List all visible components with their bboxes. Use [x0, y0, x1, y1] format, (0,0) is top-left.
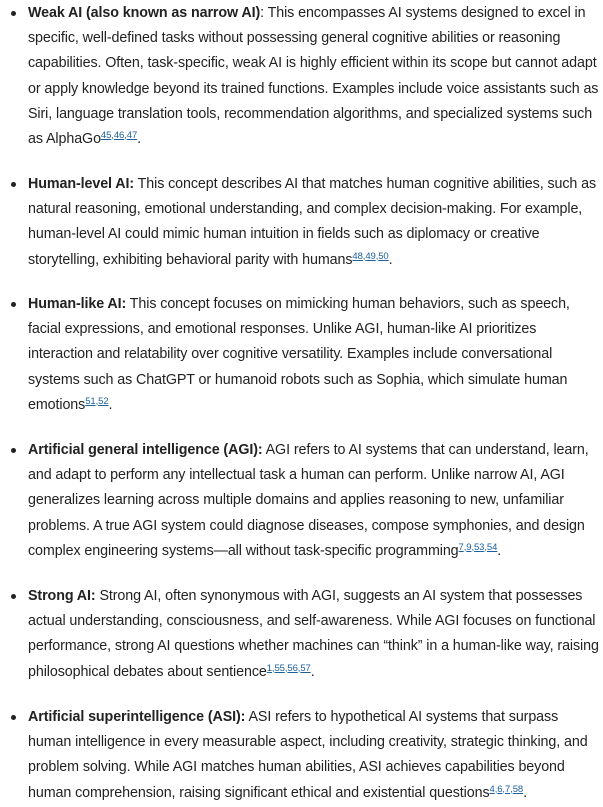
item-end: . — [497, 542, 502, 559]
citation-link[interactable]: 55 — [274, 662, 285, 674]
item-body: This encompasses AI systems designed to excel in specific, well-defined tasks without possessing general cognitive abilities or reasoning capabilities. Often, task-specific, weak AI is highly efficient within its scope but cannot adapt or apply knowledge beyond its trained functions. Examples include voice assistants such as Siri, language translation tools, recommendation algorithms, and specialized systems such as AlphaGo — [28, 5, 599, 148]
citation-link[interactable]: 50 — [378, 250, 389, 262]
citation-group: 1,55,56,57 — [266, 662, 311, 674]
citation-link[interactable]: 52 — [98, 395, 109, 407]
item-end: . — [137, 131, 142, 148]
list-item-weak-ai — [28, 1, 600, 152]
citation-link[interactable]: 53 — [474, 541, 485, 553]
term-label: Human-level AI: — [28, 176, 135, 192]
citation-link[interactable]: 54 — [486, 541, 498, 553]
citation-group: 7,9,53,54 — [458, 541, 498, 553]
term-label: Weak AI (also known as narrow AI) — [28, 5, 261, 21]
list-item-human-level-ai — [28, 172, 600, 273]
citation-link[interactable]: 7 — [458, 541, 464, 553]
list-item-asi — [28, 705, 600, 806]
list-item-human-like-ai — [28, 292, 600, 418]
item-end: . — [388, 251, 393, 268]
term-label: Artificial general intelligence (AGI): — [28, 442, 263, 458]
citation-link[interactable]: 9 — [466, 541, 472, 553]
citation-link[interactable]: 58 — [512, 783, 524, 795]
item-body: This concept describes AI that matches human cognitive abilities, such as natural reasoning, emotional understanding, and complex decision-making. For example, human-level AI could mimic human intuition in fields such as diplomacy or creative storytelling, exhibiting behavioral parity with humans — [28, 176, 597, 268]
term-label: Strong AI: — [28, 588, 96, 604]
citation-group: 45,46,47 — [100, 130, 138, 142]
item-body: ASI refers to hypothetical AI systems that surpass human intelligence in every measurable aspect, including creativity, strategic thinking, and problem solving. While AGI matches human abilities, ASI achieves capabilities beyond human comprehension, raising significant ethical and existential questions — [28, 709, 588, 801]
citation-link[interactable]: 48 — [352, 250, 363, 262]
citation-link[interactable]: 46 — [113, 130, 125, 142]
citation-link[interactable]: 47 — [126, 130, 138, 142]
term-label: Artificial superintelligence (ASI): — [28, 709, 246, 725]
list-item-agi — [28, 438, 600, 564]
citation-link[interactable]: 57 — [300, 662, 311, 674]
citation-group: 4,6,7,58 — [489, 783, 524, 795]
item-body: Strong AI, often synonymous with AGI, suggests an AI system that possesses actual understanding, consciousness, and self-awareness. While AGI focuses on functional performance, strong AI questions whether machines can “think” in a human-like way, raising philosophical debates about sentience — [28, 588, 599, 680]
item-body: AGI refers to AI systems that can understand, learn, and adapt to perform any intellectual task a human can perform. Unlike narrow AI, AGI generalizes learning across multiple domains and applies reasoning to new, unfamiliar problems. A true AGI system could diagnose diseases, compose symphonies, and design complex engineering systems—all without task-specific programming — [28, 442, 589, 559]
citation-link[interactable]: 56 — [287, 662, 298, 674]
item-end: . — [523, 784, 527, 801]
item-body: This concept focuses on mimicking human behaviors, such as speech, facial expressions, and emotional responses. Unlike AGI, human-like AI prioritizes interaction and relatability over cognitive versatility. Examples include conversational systems such as ChatGPT or humanoid robots such as Sophia, which simulate human emotions — [28, 296, 570, 413]
term-separator: : — [260, 5, 268, 21]
citation-link[interactable]: 51 — [85, 395, 96, 407]
item-end: . — [108, 396, 113, 413]
citation-link[interactable]: 4 — [489, 783, 495, 795]
citation-link[interactable]: 7 — [504, 783, 511, 795]
citation-link[interactable]: 49 — [365, 250, 376, 262]
citation-link[interactable]: 1 — [266, 662, 272, 674]
term-label: Human-like AI: — [28, 296, 127, 312]
list-item-strong-ai — [28, 584, 600, 685]
citation-group: 51,52 — [85, 395, 109, 407]
item-end: . — [310, 663, 315, 680]
citation-group: 48,49,50 — [352, 250, 389, 262]
citation-link[interactable]: 45 — [100, 130, 112, 142]
citation-link[interactable]: 6 — [497, 783, 503, 795]
